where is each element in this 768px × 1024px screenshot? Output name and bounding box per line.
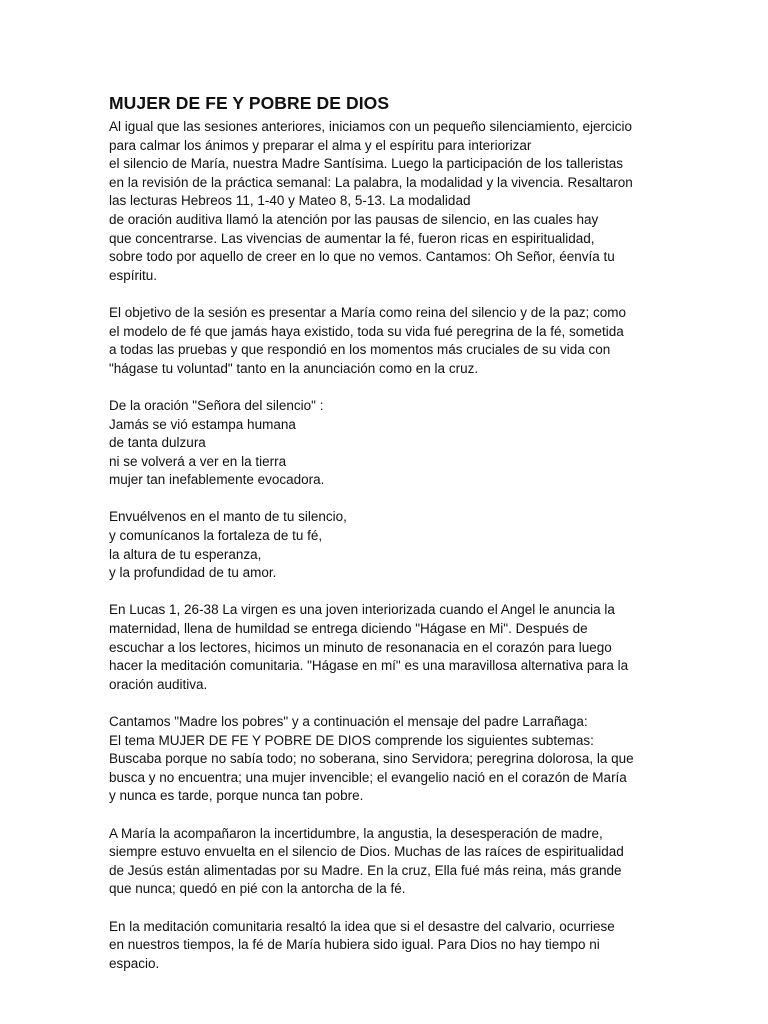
document-body [109,118,669,973]
text-line: de Jesús están alimentadas por su Madre. En la cruz, Ella fué más reina, más grande [109,862,622,878]
text-line: en la revisión de la práctica semanal: La palabra, la modalidad y la vivencia. Resaltaron [109,174,633,190]
text-line: de oración auditiva llamó la atención por las pausas de silencio, en las cuales hay [109,211,599,227]
paragraph [109,508,669,582]
paragraph [109,713,669,806]
text-line: espacio. [109,955,160,971]
text-line: Al igual que las sesiones anteriores, iniciamos con un pequeño silenciamiento, ejercicio [109,119,633,134]
text-line: y la profundidad de tu amor. [109,565,277,581]
text-line: y nunca es tarde, porque nunca tan pobre. [109,788,364,804]
text-line: y comunícanos la fortaleza de tu fé, [109,528,323,544]
text-line: De la oración "Señora del silencio" : [109,397,324,413]
text-line: En la meditación comunitaria resaltó la idea que si el desastre del calvario, ocurriese [109,918,615,934]
text-line: la altura de tu esperanza, [109,546,262,562]
text-line: "hágase tu voluntad" tanto en la anunciación como en la cruz. [109,360,479,376]
text-line: Cantamos "Madre los pobres" y a continuación el mensaje del padre Larrañaga: [109,714,588,729]
text-line: Jamás se vió estampa humana [109,416,296,432]
paragraph [109,397,669,490]
text-line: hacer la meditación comunitaria. "Hágase en mí" es una maravillosa alternativa para la [109,658,629,674]
text-line: el modelo de fé que jamás haya existido, toda su vida fué peregrina de la fé, sometida [109,323,624,339]
text-line: Envuélvenos en el manto de tu silencio, [109,509,347,525]
text-line: mujer tan inefablemente evocadora. [109,472,325,488]
paragraph [109,304,669,378]
text-line: a todas las pruebas y que respondió en los momentos más cruciales de su vida con [109,342,611,358]
text-line: que nunca; quedó en pié con la antorcha de la fé. [109,881,406,897]
paragraph [109,601,669,694]
text-line: escuchar a los lectores, hicimos un minuto de resonanacia en el corazón para luego [109,639,612,655]
text-line: que concentrarse. Las vivencias de aumentar la fé, fueron ricas en espiritualidad, [109,230,595,246]
text-line: las lecturas Hebreos 11, 1-40 y Mateo 8, 5-13. La modalidad [109,193,471,209]
paragraph [109,918,669,974]
text-line: A María la acompañaron la incertidumbre, la angustia, la desesperación de madre, [109,825,603,841]
text-line: El objetivo de la sesión es presentar a María como reina del silencio y de la paz; como [109,304,627,320]
text-line: maternidad, llena de humildad se entrega diciendo "Hágase en Mi". Después de [109,621,588,637]
text-line: busca y no encuentra; una mujer invencible; el evangelio nació en el corazón de María [109,769,627,785]
text-line: Buscaba porque no sabía todo; no soberana, sino Servidora; peregrina dolorosa, la que [109,751,634,767]
text-line: siempre estuvo envuelta en el silencio de Dios. Muchas de las raíces de espiritualidad [109,844,624,860]
text-line: el silencio de María, nuestra Madre Santísima. Luego la participación de los talleristas [109,156,624,172]
text-line: En Lucas 1, 26-38 La virgen es una joven interiorizada cuando el Angel le anuncia la [109,602,615,618]
paragraph [109,118,669,285]
text-line: oración auditiva. [109,676,208,692]
text-line: espíritu. [109,267,158,283]
text-line: ni se volverá a ver en la tierra [109,453,287,469]
text-line: para calmar los ánimos y preparar el alma y el espíritu para interiorizar [109,137,532,153]
text-line: en nuestros tiempos, la fé de María hubiera sido igual. Para Dios no hay tiempo ni [109,937,600,953]
text-line: El tema MUJER DE FE Y POBRE DE DIOS comprende los siguientes subtemas: [109,732,594,748]
text-line: de tanta dulzura [109,435,206,451]
paragraph [109,825,669,899]
document-title: MUJER DE FE Y POBRE DE DIOS [109,93,390,113]
text-line: sobre todo por aquello de creer en lo que no vemos. Cantamos: Oh Señor, éenvía tu [109,249,615,265]
document-page [109,90,669,992]
